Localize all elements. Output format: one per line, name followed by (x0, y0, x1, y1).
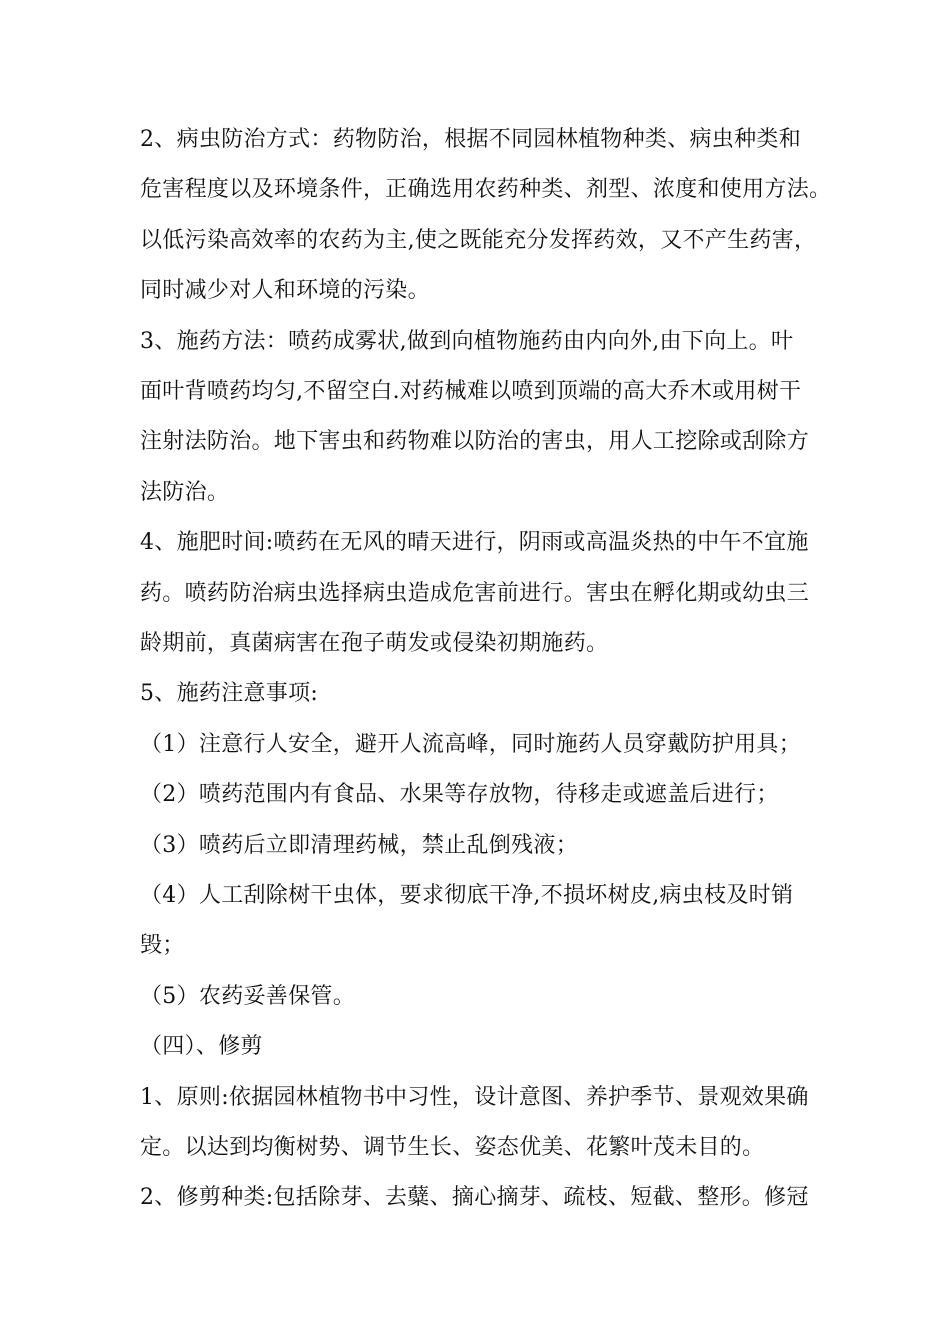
text-line: 危害程度以及环境条件，正确选用农药种类、剂型、浓度和使用方法。 (140, 177, 832, 202)
text-line: （5）农药妥善保管。 (140, 984, 355, 1009)
text-line: （4）人工刮除树干虫体，要求彻底干净,不损坏树皮,病虫枝及时销 (140, 883, 794, 908)
text-line: 龄期前，真菌病害在孢子萌发或侵染初期施药。 (140, 631, 609, 656)
text-line: 法防治。 (140, 480, 230, 505)
text-line: 毁； (140, 933, 185, 958)
section-heading: （四）、修剪 (140, 1034, 263, 1059)
text-line: （1）注意行人安全，避开人流高峰，同时施药人员穿戴防护用具； (140, 732, 801, 757)
text-line: 2、修剪种类:包括除芽、去糵、摘心摘芽、疏枝、短截、整形。修冠 (140, 1185, 809, 1210)
text-line: 2、病虫防治方式：药物防治，根据不同园林植物种类、病虫种类和 (140, 127, 801, 152)
text-line: 3、施药方法：喷药成雾状,做到向植物施药由内向外,由下向上。叶 (140, 329, 794, 354)
text-line: 5、施药注意事项: (140, 681, 319, 706)
text-line: 1、原则:依据园林植物书中习性，设计意图、养护季节、景观效果确 (140, 1085, 809, 1110)
text-line: 4、施肥时间:喷药在无风的晴天进行，阴雨或高温炎热的中午不宜施 (140, 530, 809, 555)
text-line: （3）喷药后立即清理药械，禁止乱倒残液； (140, 833, 578, 858)
text-line: 注射法防治。地下害虫和药物难以防治的害虫，用人工挖除或刮除方 (140, 429, 810, 454)
text-line: 定。以达到均衡树势、调节生长、姿态优美、花繁叶茂未目的。 (140, 1135, 765, 1160)
text-line: 药。喷药防治病虫选择病虫造成危害前进行。害虫在孵化期或幼虫三 (140, 581, 810, 606)
text-line: （2）喷药范围内有食品、水果等存放物，待移走或遮盖后进行； (140, 782, 779, 807)
text-line: 以低污染高效率的农药为主,使之既能充分发挥药效，又不产生药害， (140, 228, 817, 253)
text-line: 面叶背喷药均匀,不留空白.对药械难以喷到顶端的高大乔木或用树干 (140, 379, 802, 404)
text-line: 同时减少对人和环境的污染。 (140, 278, 430, 303)
